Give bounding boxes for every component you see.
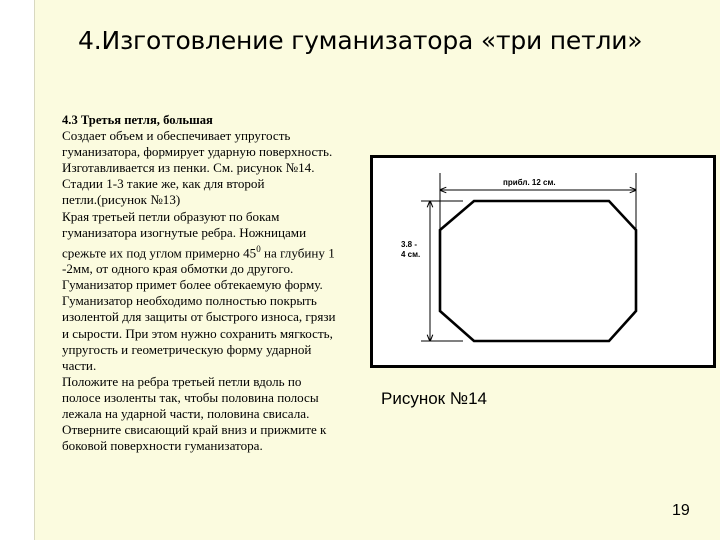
height-label-line2: 4 см. xyxy=(401,250,421,259)
body-text xyxy=(62,128,384,454)
page-number: 19 xyxy=(672,502,690,519)
height-label-line1: 3.8 - xyxy=(401,240,418,249)
octagon-shape xyxy=(440,201,636,341)
slide-title: 4.Изготовление гуманизатора «три петли» xyxy=(78,26,643,55)
section-heading: 4.3 Третья петля, большая xyxy=(62,113,213,127)
octagon-diagram xyxy=(373,158,713,365)
body-text-part1: Создает объем и обеспечивает упругость гуманизатора, формирует ударную поверхность. Изготавливается из пенки. См. рисунок №14. Стадии 1-3 такие же, как для второй петли.(рисунок №13) Края третьей петли образуют по бокам гуманизатора изогнутые ребра. Ножницами срежьте их под углом примерно 45 xyxy=(62,128,333,261)
body-text-block xyxy=(62,112,384,454)
body-text-part2: на глубину 1 -2мм, от одного края обмотки до другого. Гуманизатор примет более обтекаемую форму. Гуманизатор необходимо полностью покрыть изолентой для защиты от быстрого износа, грязи и сырости. При этом нужно сохранить мягкость, упругость и геометрическую форму ударной части. Положите на ребра третьей петли вдоль по полосе изоленты так, чтобы половина полосы лежала на ударной части, половина свисала. Отверните свисающий край вниз и прижмите к боковой поверхности гуманизатора. xyxy=(62,245,336,454)
figure-caption: Рисунок №14 xyxy=(381,389,487,408)
figure-drawing xyxy=(370,155,716,368)
height-label xyxy=(401,240,420,260)
degree-superscript: 0 xyxy=(256,243,261,254)
width-label: прибл. 12 см. xyxy=(497,178,562,187)
